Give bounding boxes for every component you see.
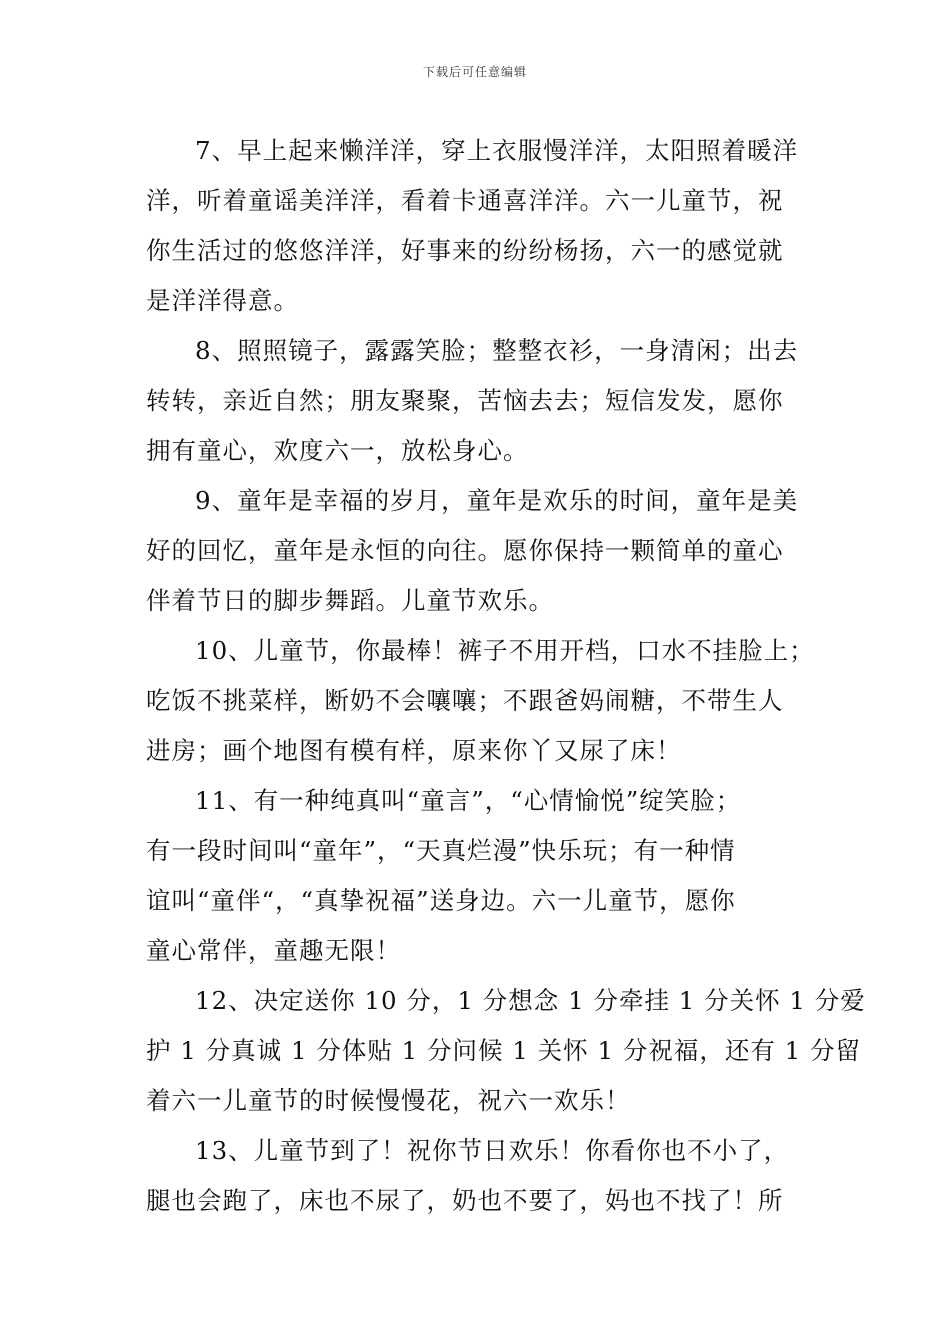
paragraph-12 [146, 976, 866, 1126]
text-line: 好的回忆，童年是永恒的向往。愿你保持一颗简单的童心 [146, 536, 784, 565]
text-line: 着六一儿童节的时候慢慢花，祝六一欢乐！ [146, 1086, 631, 1115]
page-header: 下载后可任意编辑 [422, 65, 527, 79]
text-line: 谊叫“童伴“，“真挚祝福”送身边。六一儿童节，愿你 [146, 886, 736, 915]
text-line: 9、童年是幸福的岁月，童年是欢乐的时间，童年是美 [195, 486, 799, 515]
text-line: 洋，听着童谣美洋洋，看着卡通喜洋洋。六一儿童节，祝 [146, 186, 784, 215]
document-body [146, 126, 866, 1226]
paragraph-10 [146, 626, 822, 776]
paragraph-7 [146, 126, 822, 326]
text-line: 进房；画个地图有模有样，原来你丫又尿了床！ [146, 736, 682, 765]
text-line: 12、决定送你 10 分，1 分想念 1 分牵挂 1 分关怀 1 分爱 [195, 986, 866, 1015]
text-line: 8、照照镜子，露露笑脸；整整衣衫，一身清闲；出去 [195, 336, 799, 365]
text-line: 你生活过的悠悠洋洋，好事来的纷纷杨扬，六一的感觉就 [146, 236, 784, 265]
text-line: 有一段时间叫“童年”，“天真烂漫”快乐玩；有一种情 [146, 836, 736, 865]
text-line: 11、有一种纯真叫“童言”，“心情愉悦”绽笑脸； [195, 786, 742, 815]
paragraph-8 [146, 326, 822, 476]
text-line: 腿也会跑了，床也不尿了，奶也不要了，妈也不找了！所 [146, 1186, 784, 1215]
text-line: 7、早上起来懒洋洋，穿上衣服慢洋洋，太阳照着暖洋 [195, 136, 799, 165]
text-line: 转转，亲近自然；朋友聚聚，苦恼去去；短信发发，愿你 [146, 386, 784, 415]
text-line: 拥有童心，欢度六一，放松身心。 [146, 436, 529, 465]
text-line: 童心常伴，童趣无限！ [146, 936, 401, 965]
paragraph-11 [146, 776, 822, 976]
text-line: 10、儿童节，你最棒！裤子不用开档，口水不挂脸上； [195, 636, 815, 665]
text-line: 护 1 分真诚 1 分体贴 1 分问候 1 关怀 1 分祝福，还有 1 分留 [146, 1036, 861, 1065]
text-line: 伴着节日的脚步舞蹈。儿童节欢乐。 [146, 586, 554, 615]
text-line: 吃饭不挑菜样，断奶不会嚷嚷；不跟爸妈闹糖，不带生人 [146, 686, 784, 715]
paragraph-13 [146, 1126, 822, 1226]
text-line: 是洋洋得意。 [146, 286, 299, 315]
text-line: 13、儿童节到了！祝你节日欢乐！你看你也不小了， [195, 1136, 790, 1165]
paragraph-9 [146, 476, 822, 626]
